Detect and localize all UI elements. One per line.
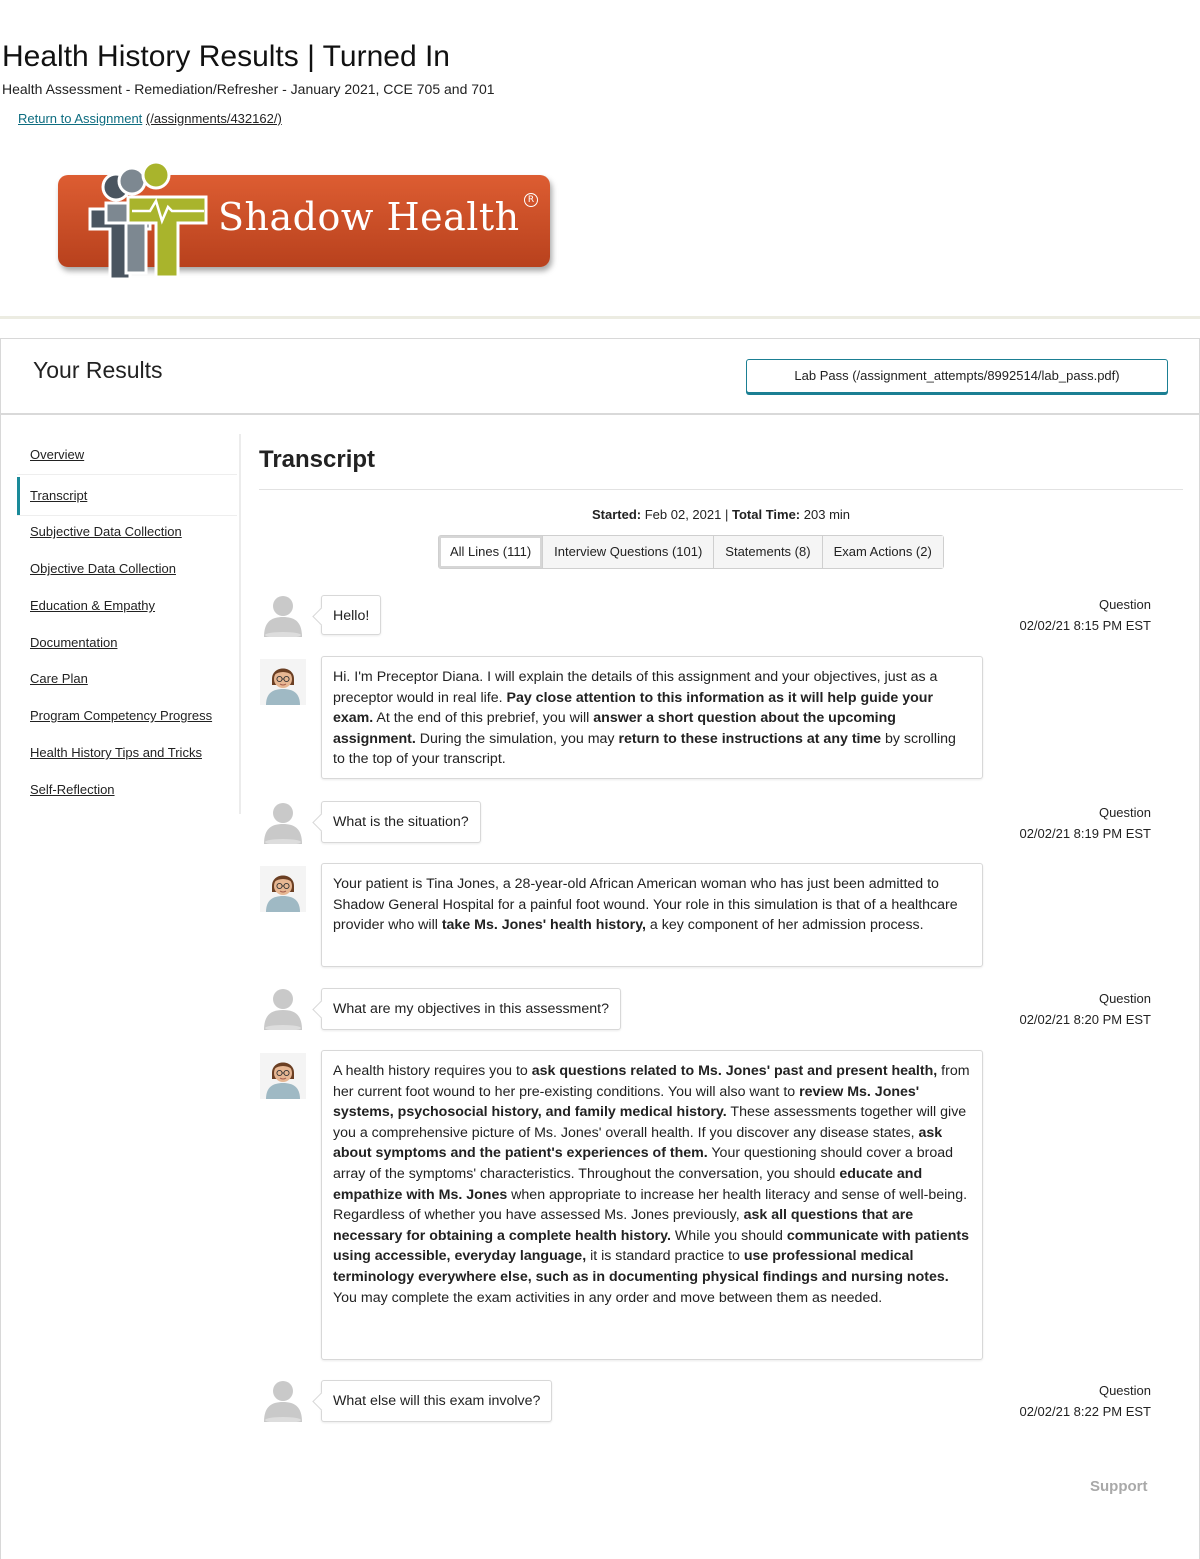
question-bubble: What else will this exam involve? (321, 1380, 552, 1422)
preceptor-avatar-icon (260, 866, 306, 912)
tab-interview-questions[interactable]: Interview Questions (101) (543, 536, 714, 568)
preceptor-response-bubble (321, 1050, 983, 1360)
message-meta (1019, 1380, 1151, 1422)
results-title: Your Results (33, 357, 163, 383)
response-emphasis: Pay close attention to this information as it will help guide your exam. (333, 689, 933, 727)
tab-all-lines[interactable]: All Lines (111) (439, 536, 543, 568)
response-text: While you should (670, 1227, 787, 1244)
message-type: Question (1098, 805, 1151, 820)
preceptor-response-bubble (321, 863, 983, 967)
preceptor-avatar-icon (260, 659, 306, 705)
question-bubble: Hello! (321, 595, 381, 635)
response-text: At the end of this prebrief, you will (373, 710, 594, 727)
logo-figures-icon (70, 157, 220, 285)
started-value: Feb 02, 2021 (644, 507, 722, 522)
sidebar-divider (17, 515, 237, 516)
total-time-label: Total Time: (732, 507, 801, 522)
preceptor-avatar-icon (260, 1053, 306, 1099)
student-avatar-icon (260, 1376, 306, 1422)
response-emphasis: educate and empathize with Ms. Jones (333, 1165, 923, 1203)
results-panel (0, 338, 1200, 1559)
sidebar-item-overview[interactable]: Overview (30, 447, 85, 462)
message-timestamp: 02/02/21 8:19 PM EST (1019, 826, 1151, 841)
header-divider (0, 316, 1200, 319)
total-time-value: 203 min (803, 507, 851, 522)
tab-exam-actions[interactable]: Exam Actions (2) (823, 536, 943, 568)
response-text: Hi. I'm Preceptor Diana. I will explain the details of this assignment and your objectives, just as a preceptor would in real life. (333, 669, 938, 706)
message-timestamp: 02/02/21 8:22 PM EST (1019, 1404, 1151, 1419)
student-avatar-icon (260, 984, 306, 1030)
response-emphasis: review Ms. Jones' systems, psychosocial history, and family medical history. (333, 1083, 920, 1121)
student-avatar-icon (260, 798, 306, 844)
response-text: Your questioning should cover a broad array of the symptoms' characteristics. Throughout the conversation, you should (333, 1145, 954, 1182)
message-type: Question (1098, 1383, 1151, 1398)
question-bubble: What are my objectives in this assessment? (321, 988, 621, 1030)
logo-text: Shadow Health (218, 195, 520, 239)
response-text: from her current foot wound to her pre-existing conditions. You will also want to (333, 1063, 970, 1100)
question-bubble: What is the situation? (321, 801, 481, 843)
meta-separator: | (724, 507, 729, 522)
message-meta (1019, 594, 1151, 636)
message-type: Question (1098, 991, 1151, 1006)
sidebar-item-program-competency-progress[interactable]: Program Competency Progress (30, 708, 213, 723)
response-text: A health history requires you to (333, 1063, 532, 1079)
return-link-path[interactable]: (/assignments/432162/) (145, 111, 282, 126)
transcript-title-divider (259, 489, 1183, 490)
course-subtitle: Health Assessment - Remediation/Refresher - January 2021, CCE 705 and 701 (2, 81, 495, 97)
sidebar-item-care-plan[interactable]: Care Plan (30, 671, 88, 686)
transcript-meta (259, 507, 1183, 522)
sidebar-item-health-history-tips[interactable]: Health History Tips and Tricks (30, 745, 202, 760)
response-text: You may complete the exam activities in any order and move between them as needed. (333, 1289, 883, 1306)
response-emphasis: take Ms. Jones' health history, (441, 917, 646, 934)
support-link[interactable]: Support (1090, 1478, 1148, 1495)
response-text: During the simulation, you may (415, 730, 619, 747)
transcript-title: Transcript (259, 446, 376, 473)
return-link-text[interactable]: Return to Assignment (18, 111, 143, 126)
response-text: These assessments together will give you a comprehensive picture of Ms. Jones' overall health. If you discover any disease states, (333, 1104, 967, 1141)
shadow-health-logo (58, 157, 552, 285)
registered-mark: R (524, 193, 538, 207)
response-emphasis: answer a short question about the upcoming assignment. (333, 710, 896, 747)
sidebar-divider (17, 474, 237, 475)
response-emphasis: return to these instructions at any time (618, 730, 881, 747)
response-emphasis: ask about symptoms and the patient's experiences of them. (333, 1124, 943, 1162)
message-timestamp: 02/02/21 8:20 PM EST (1019, 1012, 1151, 1027)
sidebar-item-objective-data-collection[interactable]: Objective Data Collection (30, 561, 176, 576)
response-text: by scrolling to the top of your transcript. (333, 730, 956, 768)
response-emphasis: ask all questions that are necessary for obtaining a complete health history. (333, 1207, 914, 1244)
sidebar-item-transcript[interactable]: Transcript (17, 477, 237, 515)
message-meta (1019, 802, 1151, 844)
response-text: a key component of her admission process. (645, 917, 924, 934)
response-emphasis: communicate with patients using accessible, everyday language, (333, 1227, 970, 1265)
started-label: Started: (591, 507, 642, 522)
sidebar-item-subjective-data-collection[interactable]: Subjective Data Collection (30, 524, 182, 539)
response-emphasis: use professional medical terminology everywhere else, such as in documenting physical findings and nursing notes. (333, 1248, 949, 1285)
preceptor-response-bubble (321, 656, 983, 779)
message-timestamp: 02/02/21 8:15 PM EST (1019, 618, 1151, 633)
sidebar-item-self-reflection[interactable]: Self-Reflection (30, 782, 115, 797)
page-title: Health History Results | Turned In (2, 40, 450, 73)
message-meta (1019, 988, 1151, 1030)
response-text: when appropriate to increase her health literacy and sense of well-being. Regardless of whether you have assessed Ms. Jones previously, (333, 1186, 968, 1224)
sidebar-item-education-empathy[interactable]: Education & Empathy (30, 598, 156, 613)
student-avatar-icon (260, 591, 306, 637)
response-text: it is standard practice to (586, 1248, 744, 1265)
lab-pass-button[interactable]: Lab Pass (/assignment_attempts/8992514/lab_pass.pdf) (746, 359, 1168, 393)
response-text: Your patient is Tina Jones, a 28-year-old African American woman who has just been admitted to Shadow General Hospital for a painful foot wound. Your role in this simulation is that of a healthcare provider who will (333, 876, 958, 934)
return-to-assignment-link[interactable] (18, 111, 282, 126)
response-emphasis: ask questions related to Ms. Jones' past and present health, (531, 1063, 938, 1079)
message-type: Question (1098, 597, 1151, 612)
sidebar-item-documentation[interactable]: Documentation (30, 635, 118, 650)
results-sidebar (17, 434, 241, 814)
tab-statements[interactable]: Statements (8) (714, 536, 822, 568)
results-header (1, 339, 1199, 415)
transcript-filter-tabs (438, 535, 944, 569)
